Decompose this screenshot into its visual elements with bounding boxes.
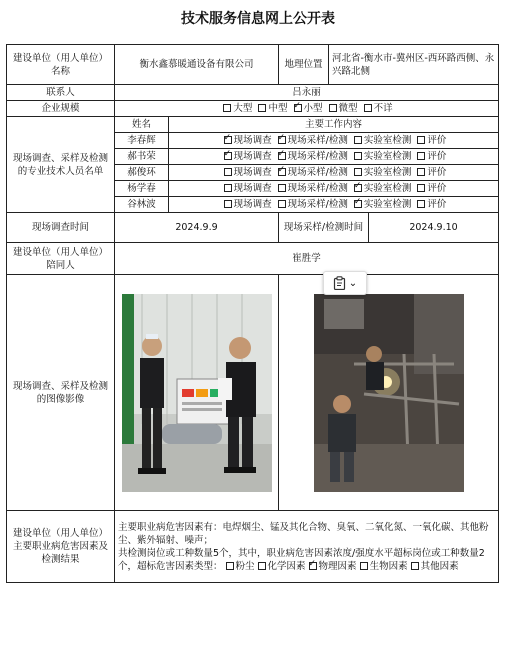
staff-duties: 现场调查 ✓ 现场采样/检测 实验室检测 评价: [169, 165, 499, 181]
checkbox-icon: [329, 104, 337, 112]
checked-checkbox-icon: [294, 104, 302, 112]
unit-label: 建设单位（用人单位）名称: [7, 45, 115, 85]
duty-header: 主要工作内容: [169, 117, 499, 133]
checkbox-icon: [224, 168, 232, 176]
scale-option: 不详: [361, 103, 393, 114]
hazards-factors: 主要职业病危害因素有：电焊烟尘、锰及其化合物、臭氧、二氧化氮、一氧化碳、其他粉尘、紫外辐射、噪声；: [118, 521, 489, 546]
name-header: 姓名: [115, 117, 169, 133]
checkbox-icon: [226, 562, 234, 570]
staff-name: 郝书荣: [115, 149, 169, 165]
site-photo-left: [122, 294, 272, 492]
images-label: 现场调查、采样及检测的图像影像: [7, 275, 115, 511]
staff-label: 现场调查、采样及检测的专业技术人员名单: [7, 117, 115, 213]
sampling-time-value: 2024.9.10: [369, 213, 499, 243]
checked-checkbox-icon: [278, 152, 286, 160]
checkbox-icon: [417, 152, 425, 160]
hazards-stats: 共检测岗位或工种数量5个，其中，职业病危害因素浓度/强度水平超标岗位或工种数量2个，超标危害因素类型： 粉尘 化学因素✓ 物理因素 生物因素 其他因素: [118, 547, 495, 573]
checked-checkbox-icon: [278, 168, 286, 176]
checkbox-icon: [417, 136, 425, 144]
checked-checkbox-icon: [278, 136, 286, 144]
hazards-label: 建设单位（用人单位）主要职业病危害因素及检测结果: [7, 511, 115, 583]
checkbox-icon: [224, 184, 232, 192]
checkbox-icon: [278, 184, 286, 192]
survey-time-value: 2024.9.9: [115, 213, 279, 243]
checkbox-icon: [364, 104, 372, 112]
page-title: 技术服务信息网上公开表: [181, 11, 335, 27]
checkbox-icon: [258, 104, 266, 112]
staff-duties: ✓ 现场调查 ✓ 现场采样/检测 实验室检测 评价: [169, 149, 499, 165]
checkbox-icon: [417, 184, 425, 192]
checkbox-icon: [224, 200, 232, 208]
location-value: 河北省-衡水市-冀州区-西环路西侧、永兴路北侧: [329, 45, 499, 85]
scale-option: ✓ 小型: [291, 103, 323, 114]
checkbox-icon: [411, 562, 419, 570]
checkbox-icon: [354, 168, 362, 176]
checkbox-icon: [417, 168, 425, 176]
checkbox-icon: [417, 200, 425, 208]
checkbox-icon: [223, 104, 231, 112]
checkbox-icon: [360, 562, 368, 570]
contact-value: 吕永丽: [115, 85, 499, 101]
location-label: 地理位置: [279, 45, 329, 85]
checked-checkbox-icon: [224, 136, 232, 144]
site-photo-right: [314, 294, 464, 492]
checked-checkbox-icon: [309, 562, 317, 570]
checked-checkbox-icon: [354, 184, 362, 192]
chevron-down-icon: ⌄: [348, 277, 358, 289]
staff-name: 李春辉: [115, 133, 169, 149]
staff-name: 郝俊环: [115, 165, 169, 181]
sampling-time-label: 现场采样/检测时间: [279, 213, 369, 243]
staff-name: 谷林波: [115, 197, 169, 213]
checkbox-icon: [354, 136, 362, 144]
scale-option: 微型: [326, 103, 358, 114]
copy-image-button[interactable]: [323, 271, 367, 295]
checked-checkbox-icon: [354, 200, 362, 208]
unit-value: 衡水鑫慕暖通设备有限公司: [115, 45, 279, 85]
checkbox-icon: [278, 200, 286, 208]
staff-duties: 现场调查 现场采样/检测 ✓ 实验室检测 评价: [169, 197, 499, 213]
staff-duties: ✓ 现场调查 ✓ 现场采样/检测 实验室检测 评价: [169, 133, 499, 149]
checked-checkbox-icon: [224, 152, 232, 160]
companion-value: 崔胜学: [115, 243, 499, 275]
staff-duties: 现场调查 现场采样/检测 ✓ 实验室检测 评价: [169, 181, 499, 197]
checkbox-icon: [354, 152, 362, 160]
scale-label: 企业规模: [7, 101, 115, 117]
scale-options: [115, 101, 499, 117]
clipboard-icon: [333, 276, 346, 290]
hazards-content: [115, 511, 499, 583]
staff-name: 杨学春: [115, 181, 169, 197]
scale-option: 大型: [220, 103, 252, 114]
checkbox-icon: [258, 562, 266, 570]
companion-label: 建设单位（用人单位）陪同人: [7, 243, 115, 275]
scale-option: 中型: [255, 103, 287, 114]
contact-label: 联系人: [7, 85, 115, 101]
survey-time-label: 现场调查时间: [7, 213, 115, 243]
disclosure-table: [6, 44, 499, 583]
